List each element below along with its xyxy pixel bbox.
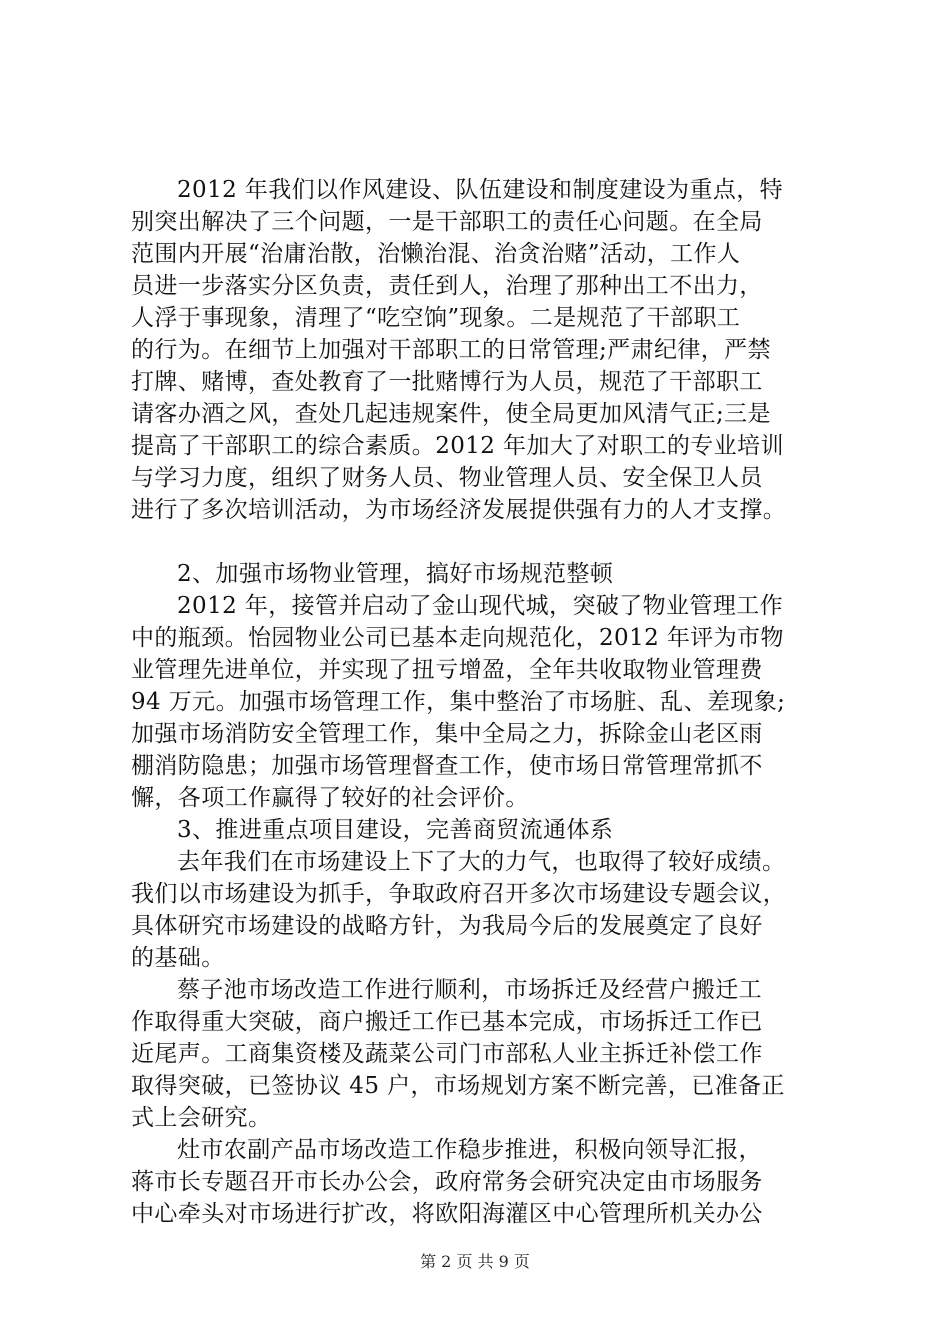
paragraph-line: 员进一步落实分区负责，责任到人，治理了那种出工不出力，	[131, 273, 763, 299]
paragraph-line: 我们以市场建设为抓手，争取政府召开多次市场建设专题会议，	[131, 881, 787, 907]
paragraph-line: 取得突破，已签协议 45 户，市场规划方案不断完善，已准备正	[131, 1073, 785, 1099]
paragraph-line: 去年我们在市场建设上下了大的力气，也取得了较好成绩。	[177, 849, 786, 875]
paragraph-line: 94 万元。加强市场管理工作，集中整治了市场脏、乱、差现象;	[131, 689, 786, 715]
paragraph-line: 棚消防隐患；加强市场管理督查工作，使市场日常管理常抓不	[131, 753, 763, 779]
paragraph-line: 中的瓶颈。怡园物业公司已基本走向规范化，2012 年评为市物	[131, 625, 784, 651]
page-number-footer: 第 2 页 共 9 页	[420, 1252, 530, 1271]
paragraph-line: 请客办酒之风，查处几起违规案件，使全局更加风清气正;三是	[131, 401, 771, 427]
paragraph-gap	[131, 526, 831, 558]
paragraph-line: 别突出解决了三个问题，一是干部职工的责任心问题。在全局	[131, 209, 763, 235]
paragraph-line: 的基础。	[131, 945, 225, 971]
paragraph-line: 式上会研究。	[131, 1105, 272, 1131]
paragraph-line: 2012 年，接管并启动了金山现代城，突破了物业管理工作	[177, 593, 784, 619]
paragraph-line: 蔡子池市场改造工作进行顺利，市场拆迁及经营户搬迁工	[177, 977, 762, 1003]
paragraph-line: 中心牵头对市场进行扩改，将欧阳海灌区中心管理所机关办公	[131, 1201, 763, 1227]
document-body	[131, 174, 831, 1230]
paragraph-line: 业管理先进单位，并实现了扭亏增盈，全年共收取物业管理费	[131, 657, 763, 683]
paragraph-line: 加强市场消防安全管理工作，集中全局之力，拆除金山老区雨	[131, 721, 763, 747]
paragraph-line: 打牌、赌博，查处教育了一批赌博行为人员，规范了干部职工	[131, 369, 763, 395]
paragraph-line: 作取得重大突破，商户搬迁工作已基本完成，市场拆迁工作已	[131, 1009, 763, 1035]
paragraph-line: 进行了多次培训活动，为市场经济发展提供强有力的人才支撑。	[131, 497, 787, 523]
paragraph-line: 灶市农副产品市场改造工作稳步推进，积极向领导汇报，	[177, 1137, 762, 1163]
section-heading: 3、推进重点项目建设，完善商贸流通体系	[177, 817, 614, 843]
paragraph-line: 与学习力度，组织了财务人员、物业管理人员、安全保卫人员	[131, 465, 763, 491]
paragraph-line: 人浮于事现象，清理了“吃空饷”现象。二是规范了干部职工	[131, 305, 741, 331]
paragraph-line: 范围内开展“治庸治散，治懒治混、治贪治赌”活动，工作人	[131, 241, 741, 267]
paragraph-line: 具体研究市场建设的战略方针，为我局今后的发展奠定了良好	[131, 913, 763, 939]
paragraph-line: 的行为。在细节上加强对干部职工的日常管理;严肃纪律，严禁	[131, 337, 771, 363]
paragraph-line: 蒋市长专题召开市长办公会，政府常务会研究决定由市场服务	[131, 1169, 763, 1195]
paragraph-line: 近尾声。工商集资楼及蔬菜公司门市部私人业主拆迁补偿工作	[131, 1041, 763, 1067]
section-heading: 2、加强市场物业管理，搞好市场规范整顿	[177, 561, 614, 587]
paragraph-line: 2012 年我们以作风建设、队伍建设和制度建设为重点，特	[177, 177, 784, 203]
paragraph-line: 提高了干部职工的综合素质。2012 年加大了对职工的专业培训	[131, 433, 784, 459]
paragraph-line: 懈，各项工作赢得了较好的社会评价。	[131, 785, 529, 811]
